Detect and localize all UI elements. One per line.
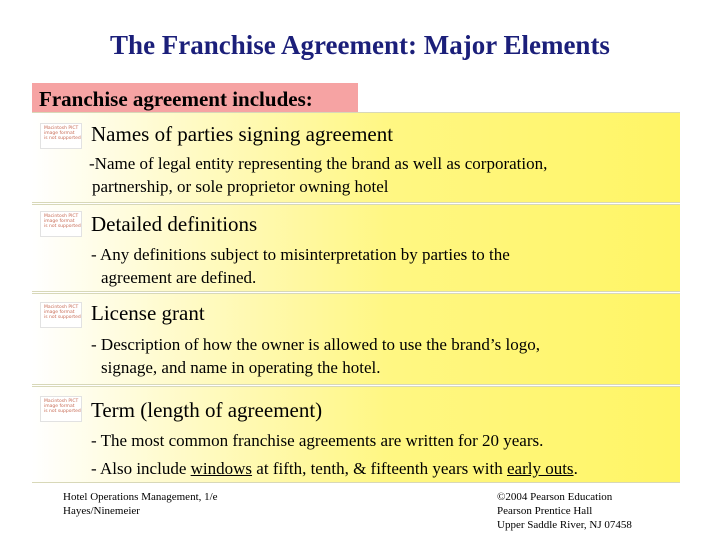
section-term (32, 386, 680, 483)
section-definitions (32, 204, 680, 292)
section-detail: - Description of how the owner is allowed to use the brand’s logo, (91, 335, 540, 354)
early-outs-term: early outs (506, 459, 574, 478)
section-heading: License grant (91, 301, 205, 325)
section-heading: Names of parties signing agreement (91, 122, 394, 146)
unsupported-image-icon: Macintosh PICT image format is not supported (40, 396, 82, 422)
unsupported-image-icon: Macintosh PICT image format is not supported (40, 302, 82, 328)
footer-authors: Hayes/Ninemeier (63, 505, 140, 517)
section-detail: agreement are defined. (101, 268, 257, 287)
unsupported-image-icon: Macintosh PICT image format is not supported (40, 123, 82, 149)
windows-term: windows (190, 459, 253, 478)
section-detail: - Any definitions subject to misinterpretation by parties to the (91, 245, 510, 264)
section-detail: -Name of legal entity representing the brand as well as corporation, (89, 154, 548, 173)
footer-book-title: Hotel Operations Management, 1/e (63, 491, 218, 503)
section-heading: Detailed definitions (91, 212, 258, 236)
footer-publisher: Pearson Prentice Hall (497, 505, 593, 517)
section-detail-windows: - Also include windows at fifth, tenth, & fifteenth years with early outs. (91, 459, 578, 478)
section-license-grant (32, 293, 680, 385)
section-detail: signage, and name in operating the hotel. (101, 358, 381, 377)
section-detail: partnership, or sole proprietor owning hotel (92, 177, 389, 196)
intro-text: Franchise agreement includes: (39, 87, 313, 111)
section-heading: Term (length of agreement) (91, 398, 323, 422)
unsupported-image-icon: Macintosh PICT image format is not supported (40, 211, 82, 237)
section-parties (32, 112, 680, 203)
footer-address: Upper Saddle River, NJ 07458 (497, 519, 632, 531)
slide-title: The Franchise Agreement: Major Elements (110, 30, 610, 60)
footer-copyright: ©2004 Pearson Education (497, 491, 613, 503)
footer-right (497, 490, 632, 532)
footer-left (63, 490, 218, 518)
section-detail: - The most common franchise agreements are written for 20 years. (91, 431, 544, 450)
